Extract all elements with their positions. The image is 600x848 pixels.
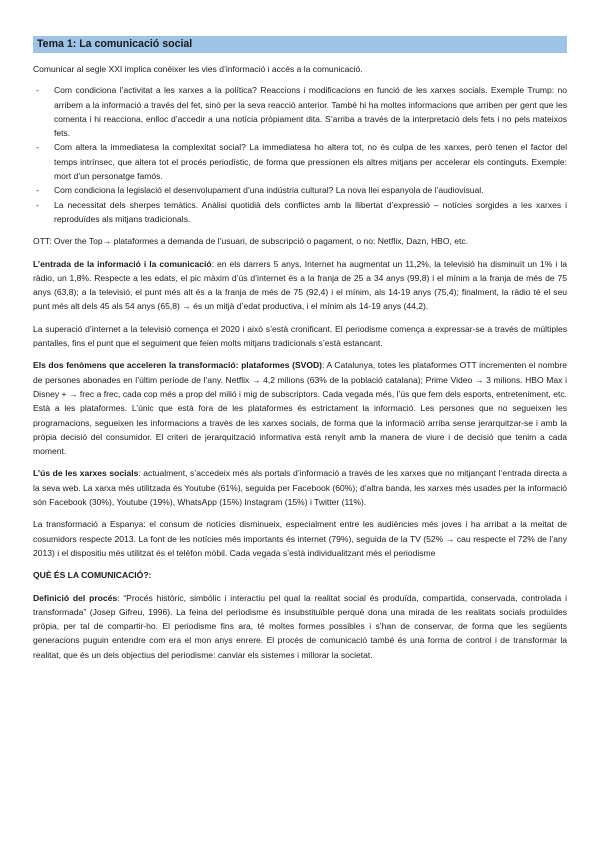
list-item: - Com altera la immediatesa la complexitat social? La immediatesa ho altera tot, no és culpa de les xarxes, però tenen el factor del temps intrínsec, que altera tot el procés periodístic, de forma que pressionen els altres mitjans per accelerar els continguts. Exemple: mort d’un personatge famós. — [33, 140, 567, 183]
section-heading: QUÈ ÉS LA COMUNICACIÓ?: — [33, 570, 152, 581]
fenomens-label: Els dos fenòmens que acceleren la transformació: plataformes (SVOD) — [33, 360, 323, 371]
list-item: - La necessitat dels sherpes temàtics. Anàlisi quotidià dels conflictes amb la llibertat d’expressió – notícies sorgides a les xarxes i reproduïdes als mitjans tradicionals. — [33, 198, 567, 227]
fenomens-text: : A Catalunya, totes les plataformes OTT incrementen el nombre de persones abonades en l’últim període de l’any. Netflix → 4,2 milions (63% de la població catalana); Prime Video → 3 milions. HBO Max i Disney + → frec a frec, cada cop més a prop del milió i mig de subscriptors. Cada vegada més, l’ús que fem dels esports, entreteniment, etc. Està a les plataformes. L’únic que està fora de les plataformes és estrictament la informació. Les persones que no segueixen les programacions, segueixen les informacions a través de les xarxes socials, de forma que la informació arriba sense jerarquitzar-se i amb la pròpia decisió del consumidor. El criteri de jerarquització informativa està renyit amb la manera de viure i de decisió que tenim a cada moment. — [33, 360, 568, 457]
page-title: Tema 1: La comunicació social — [33, 36, 567, 53]
entrada-paragraph — [33, 257, 567, 314]
definicio-text: : “Procés històric, simbòlic i interactiu pel qual la realitat social és produïda, compartida, conservada, controlada i transformada” (Josep Gifreu, 1996). La feina del periodisme és insubstituïble perquè dona una mirada de les realitats socials produïdes pròpia, per tal de compartir-ho. El periodisme fins ara, té moltes formes possibles i s’han de conservar, de forma que les següents generacions puguin entendre com era el mon anys enrere. El procés de comunicació també és una forma de control i de transformar la realitat, que és un dels objectius del periodisme: canviar els sistemes i millorar la societat. — [33, 592, 567, 660]
definicio-label: Definició del procés — [33, 592, 118, 603]
definicio-paragraph — [33, 591, 567, 662]
superacio-paragraph: La superació d’internet a la televisió comença el 2020 i això s’està cronificant. El periodisme comença a expressar-se a través de múltiples pantalles, fins el punt que el seguiment que feien molts mitjans tradicionals s’està estancant. — [33, 323, 567, 349]
document-page — [33, 36, 567, 670]
intro-paragraph: Comunicar al segle XXI implica conèixer les vies d’informació i accés a la comunicació. — [33, 64, 363, 74]
espanya-paragraph: La transformació a Espanya: el consum de notícies disminueix, especialment entre les audiències més joves i ha arribat a la meitat de cosumidors respecte 2013. La font de les notícies més importants és internet (79%), seguida de la TV (52% → cau respecte el 72% de l’any 2013) i el dispositiu més utilitzat és el telèfon mòbil. Cada vegada s’està individualitzant més el periodisme — [33, 519, 567, 558]
list-item: - Com condiciona la legislació el desenvolupament d’una indústria cultural? La nova llei espanyola de l’audiovisual. — [33, 183, 567, 197]
list-item: - Com condiciona l’activitat a les xarxes a la política? Reaccions i modificacions en funció de les xarxes socials. Exemple Trump: no arribem a la informació a través del fet, sinó per la seva reacció anterior. També hi ha moltes informacions que arriben per gent que les comenta i hi reacciona, enlloc d’accedir a una notícia pròpiament dita. S’arriba a través de la interpretació dels fets i no pels mateixos fets. — [33, 83, 567, 140]
xarxes-label: L’ús de les xarxes socials — [33, 468, 139, 479]
entrada-label: L’entrada de la informació i la comunicació — [33, 258, 212, 269]
fenomens-paragraph — [33, 358, 567, 458]
xarxes-text: : actualment, s’accedeix més als portals d’informació a través de les xarxes que no mitjançant l’entrada directa a la seva web. La xarxa més utilitzada és Youtube (61%), seguida per Facebook (60%); d’altra banda, les xarxes més usades per la informació són Facebook (30%), Youtube (19%), WhatsApp (15%) Instagram (15%) i Twitter (11%). — [33, 468, 567, 508]
ott-paragraph: OTT: Over the Top→ plataformes a demanda de l’usuari, de subscripció o pagament, o no: Netflix, Dazn, HBO, etc. — [33, 236, 468, 247]
xarxes-paragraph — [33, 466, 567, 509]
entrada-text: : en els darrers 5 anys, Internet ha augmentat un 11,2%, la televisió ha disminuït un 1% i la ràdio, un 1,8%. Respecte a les edats, el pic màxim d’ús d’internet és a la franja de 25 a 34 anys (99,8) i el mínim a la franja de més de 75 anys (63,8); a la televisió, el punt més alt és a la franja de més de 75 (92,4) i el mínim, als 14-19 anys (75,4); finalment, la ràdio té el seu punt més alt dels 45 als 54 anys (65,8) → és un mitjà d’edat productiva, i el mínim als 14-19 anys (44,2). — [33, 258, 567, 312]
question-list — [33, 83, 567, 226]
